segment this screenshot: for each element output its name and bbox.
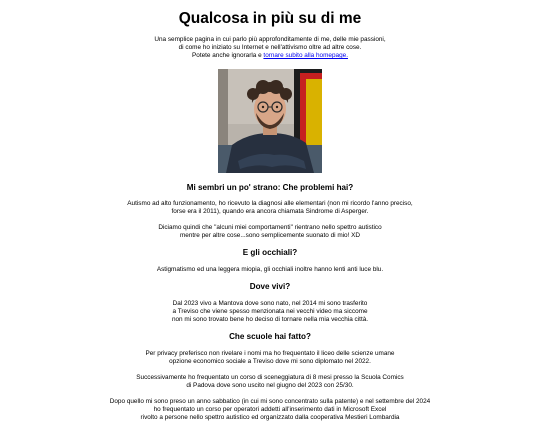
text-line: di Padova dove sono uscito nel giugno del 2023 con 25/30. — [186, 382, 354, 389]
intro-line-prefix: Potete anche ignorarla e — [192, 52, 264, 59]
text-line: Per privacy preferisco non rivelare i nomi ma ho frequentato il liceo delle scienze umane — [145, 350, 395, 357]
paragraph-comics-school — [30, 374, 510, 390]
paragraph-glasses — [30, 266, 510, 274]
text-line: Autismo ad alto funzionamento, ho ricevuto la diagnosi alle elementari (non mi ricordo l'anno preciso, — [127, 200, 413, 207]
text-line: forse era il 2011), quando era ancora chiamata Sindrome di Asperger. — [171, 208, 369, 215]
text-line: Successivamente ho frequentato un corso di sceneggiatura di 8 mesi presso la Scuola Comics — [136, 374, 404, 381]
paragraph-high-school — [30, 350, 510, 366]
paragraph-autism — [30, 200, 510, 216]
paragraph-where-live — [30, 300, 510, 324]
text-line: non mi sono trovato bene ho deciso di tornare nella mia vecchia città. — [171, 316, 369, 323]
paragraph-behaviours — [30, 224, 510, 240]
homepage-link[interactable]: tornare subito alla homepage. — [263, 52, 348, 59]
section-heading-where-live: Dove vivi? — [249, 282, 291, 291]
text-line: a Treviso che viene spesso menzionata nei vecchi video ma siccome — [172, 308, 368, 315]
text-line: mentre per altre cose...sono semplicemente suonato di mio! XD — [179, 232, 361, 239]
text-line: Dopo quello mi sono preso un anno sabbatico (in cui mi sono concentrato sulla patente) e nel settembre del 2024 — [109, 398, 431, 405]
section-heading-schools: Che scuole hai fatto? — [229, 332, 311, 341]
intro-line: Una semplice pagina in cui parlo più approfonditamente di me, delle mie passioni, — [154, 36, 386, 43]
portrait-photo — [218, 69, 322, 173]
intro-text — [30, 36, 510, 60]
intro-line — [30, 52, 510, 60]
section-heading-glasses: E gli occhiali? — [242, 248, 298, 257]
text-line: ho frequentato un corso per operatori addetti all'inserimento dati in Microsoft Excel — [153, 406, 387, 413]
page-title: Qualcosa in più su di me — [178, 10, 362, 27]
text-line: Dal 2023 vivo a Mantova dove sono nato, nel 2014 mi sono trasferito — [172, 300, 368, 307]
paragraph-excel-course — [30, 398, 510, 422]
section-heading-problems: Mi sembri un po' strano: Che problemi hai? — [186, 183, 354, 192]
portrait-container — [30, 69, 510, 173]
text-line: opzione economico sociale a Treviso dove mi sono diplomato nel 2022. — [169, 358, 371, 365]
intro-line: di come ho iniziato su Internet e nell'attivismo oltre ad altre cose. — [178, 44, 362, 51]
text-line: rivolto a persone nello spettro autistico ed organizzato dalla cooperativa Mestieri Lombardia — [140, 414, 400, 421]
text-line: Diciamo quindi che "alcuni miei comportamenti" rientrano nello spettro autistico — [158, 224, 382, 231]
text-line: Astigmatismo ed una leggera miopia, gli occhiali inoltre hanno lenti anti luce blu. — [156, 266, 384, 273]
